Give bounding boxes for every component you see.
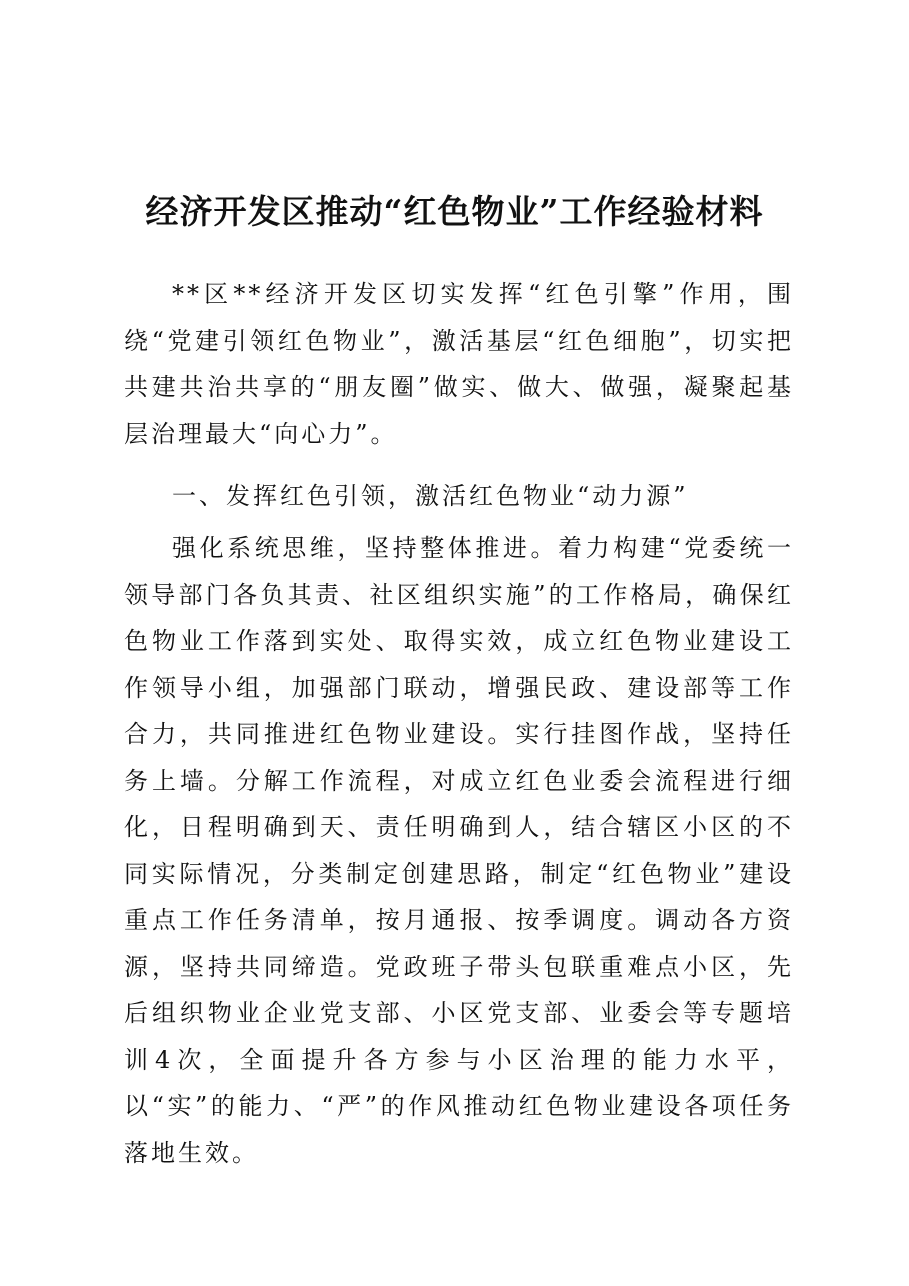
intro-paragraph: **区**经济开发区切实发挥“红色引擎”作用，围绕“党建引领红色物业”，激活基层“红色细胞”，切实把共建共治共享的“朋友圈”做实、做大、做强，凝聚起基层治理最大“向心力”。 xyxy=(124,280,794,448)
document-title: 经济开发区推动“红色物业”工作经验材料 xyxy=(145,192,764,231)
section-1-paragraph: 强化系统思维，坚持整体推进。着力构建“党委统一领导部门各负其责、社区组织实施”的工作格局，确保红色物业工作落到实处、取得实效，成立红色物业建设工作领导小组，加强部门联动，增强民政、建设部等工作合力，共同推进红色物业建设。实行挂图作战，坚持任务上墙。分解工作流程，对成立红色业委会流程进行细化，日程明确到天、责任明确到人，结合辖区小区的不同实际情况，分类制定创建思路，制定“红色物业”建设重点工作任务清单，按月通报、按季调度。调动各方资源，坚持共同缔造。党政班子带头包联重难点小区，先后组织物业企业党支部、小区党支部、业委会等专题培训4次，全面提升各方参与小区治理的能力水平，以“实”的能力、“严”的作风推动红色物业建设各项任务落地生效。 xyxy=(124,534,794,1167)
section-heading-1: 一、发挥红色引领，激活红色物业“动力源” xyxy=(172,482,689,510)
